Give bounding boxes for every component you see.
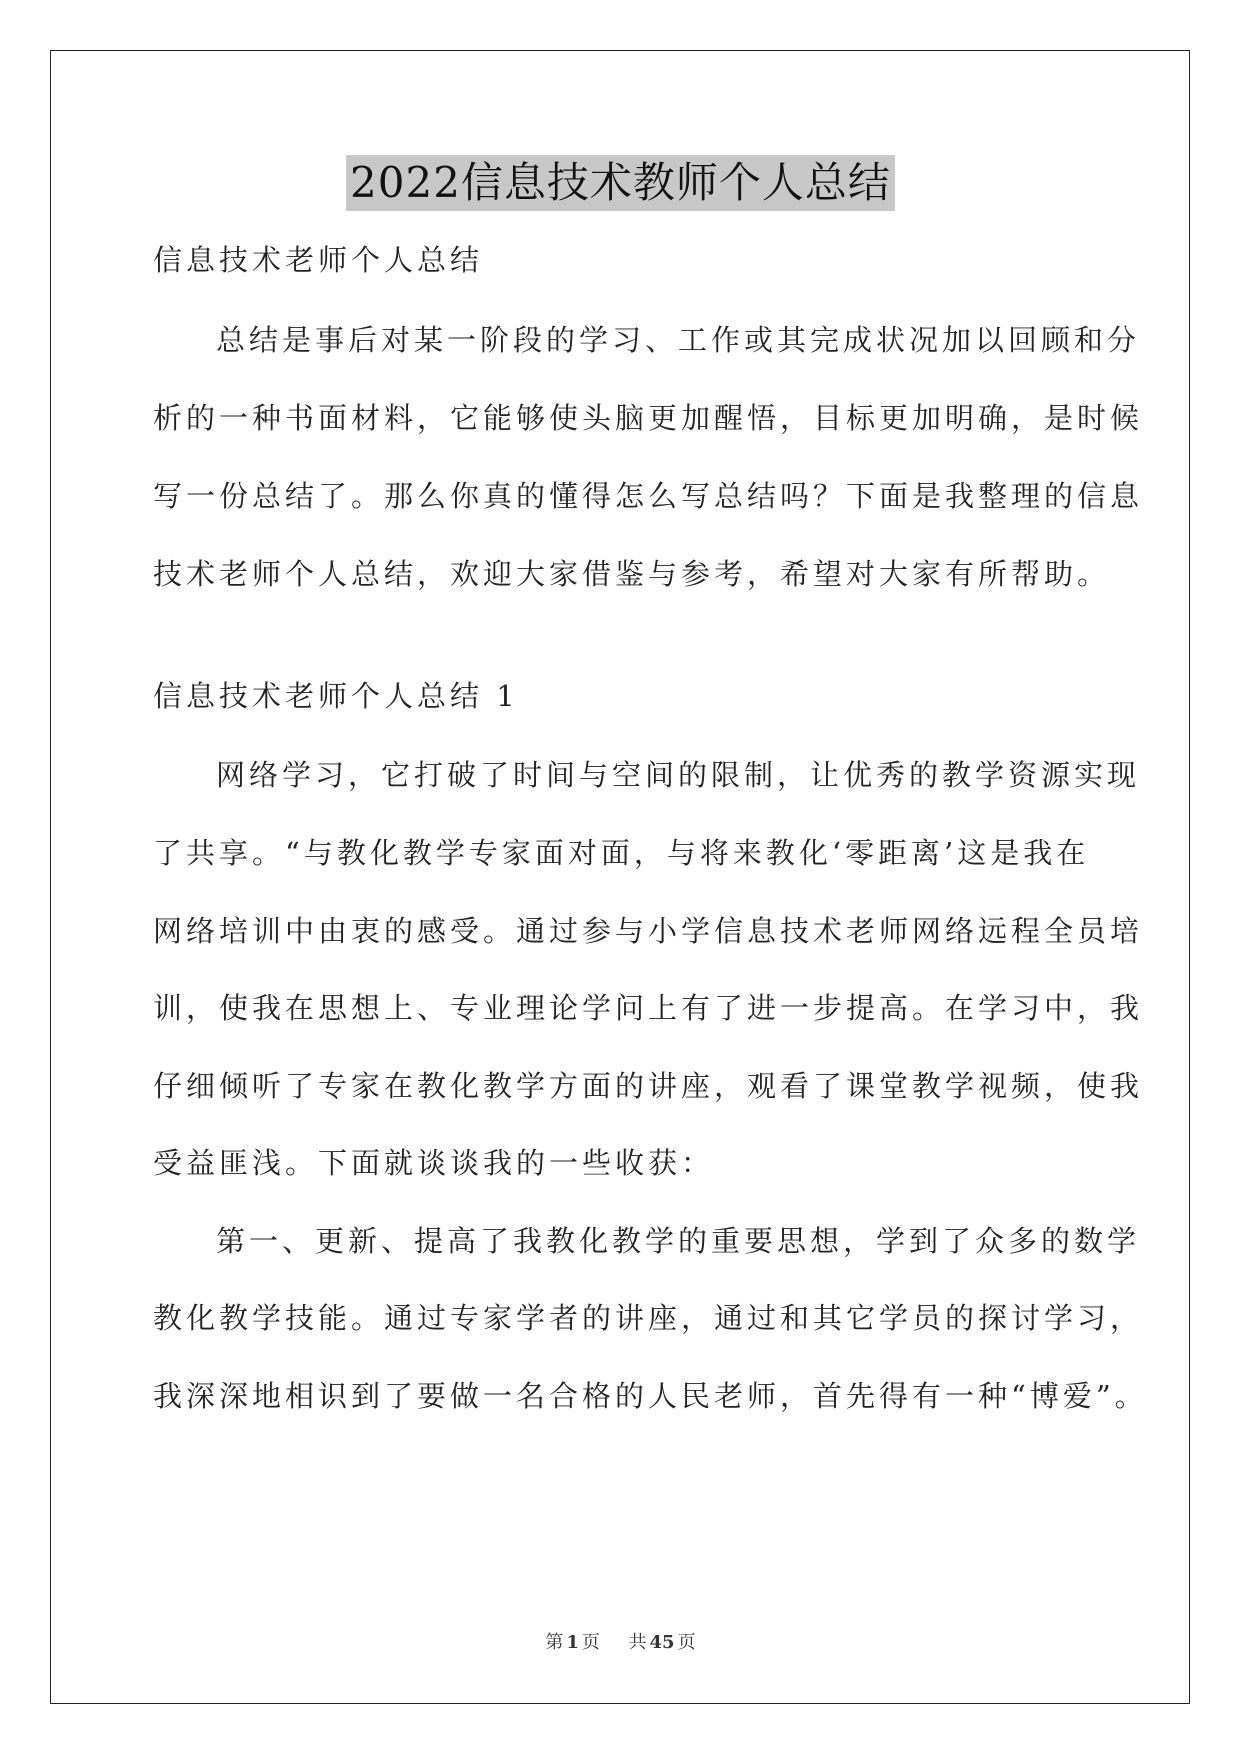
intro-line: 技术老师个人总结，欢迎大家借鉴与参考，希望对大家有所帮助。 bbox=[153, 557, 1111, 591]
section-line: 了共享。“与教化教学专家面对面，与将来教化‘零距离’这是我在 bbox=[153, 836, 1090, 870]
section-heading: 信息技术老师个人总结 1 bbox=[153, 679, 519, 713]
total-suffix: 页 bbox=[677, 1632, 696, 1653]
section-line: 第一、更新、提高了我教化教学的重要思想，学到了众多的数学 bbox=[216, 1224, 1141, 1258]
section-line: 教化教学技能。通过专家学者的讲座，通过和其它学员的探讨学习， bbox=[153, 1301, 1144, 1335]
section-line: 受益匪浅。下面就谈谈我的一些收获： bbox=[153, 1146, 715, 1180]
total-prefix: 共 bbox=[628, 1632, 647, 1653]
section-line: 仔细倾听了专家在教化教学方面的讲座，观看了课堂教学视频，使我 bbox=[153, 1069, 1144, 1103]
section-line: 我深深地相识到了要做一名合格的人民老师，首先得有一种“博爱”。 bbox=[153, 1379, 1148, 1413]
title-container bbox=[0, 155, 1241, 211]
total-pages: 45 bbox=[649, 1632, 675, 1653]
page-suffix: 页 bbox=[581, 1632, 600, 1653]
page-border bbox=[50, 50, 1190, 1704]
section-line: 网络学习，它打破了时间与空间的限制，让优秀的教学资源实现 bbox=[216, 758, 1141, 792]
subtitle: 信息技术老师个人总结 bbox=[153, 243, 484, 277]
section-line: 训，使我在思想上、专业理论学问上有了进一步提高。在学习中，我 bbox=[153, 991, 1144, 1025]
page-prefix: 第 bbox=[545, 1632, 564, 1653]
page-footer bbox=[0, 1628, 1241, 1654]
section-line: 网络培训中由衷的感受。通过参与小学信息技术老师网络远程全员培 bbox=[153, 914, 1144, 948]
page-number: 1 bbox=[566, 1632, 579, 1653]
intro-line: 写一份总结了。那么你真的懂得怎么写总结吗？下面是我整理的信息 bbox=[153, 479, 1144, 513]
document-title: 2022信息技术教师个人总结 bbox=[346, 155, 895, 211]
intro-line: 总结是事后对某一阶段的学习、工作或其完成状况加以回顾和分 bbox=[216, 323, 1141, 357]
intro-line: 析的一种书面材料，它能够使头脑更加醒悟，目标更加明确，是时候 bbox=[153, 401, 1144, 435]
